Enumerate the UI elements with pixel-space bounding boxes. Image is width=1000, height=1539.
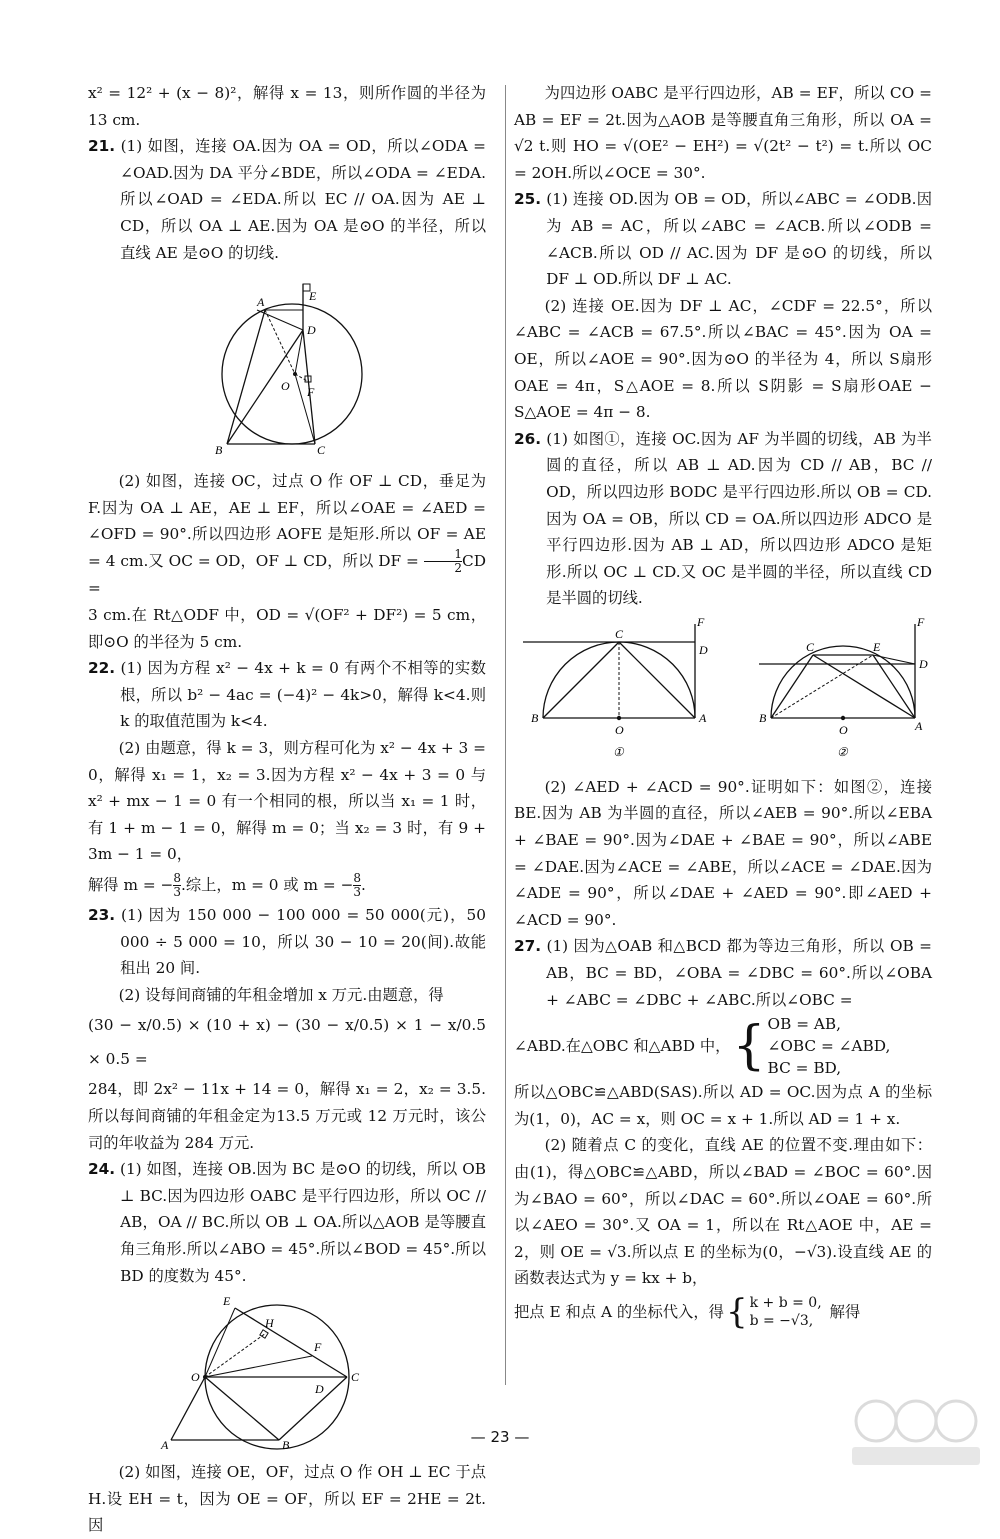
- svg-text:F: F: [917, 614, 925, 629]
- equation-system: OB = AB, ∠OBC = ∠ABD, BC = BD,: [767, 1015, 891, 1078]
- q24-number: 24.: [88, 1160, 116, 1179]
- q24-part1: 24. (1) 如图，连接 OB.因为 BC 是⊙O 的切线，所以 OB ⊥ BC.因为四边形 OABC 是平行四边形，所以 OC // AB，OA // BC.所以 OB ⊥ OA.所以△AOB 是等腰直角三角形.所以∠ABO = 45°.所以∠BOD = 45°.所以 BD 的度数为 45°.: [88, 1160, 486, 1285]
- fig-label: F: [307, 385, 315, 400]
- q21-part2-cont: 3 cm.在 Rt△ODF 中，OD = √(OF² + DF²) = 5 cm，即⊙O 的半径为 5 cm.: [88, 606, 486, 651]
- svg-text:B: B: [759, 710, 767, 725]
- q22-part1: 22. (1) 因为方程 x² − 4x + k = 0 有两个不相等的实数根，所以 b² − 4ac = (−4)² − 4k>0，解得 k<4.则 k 的取值范围为 k<4.: [88, 659, 486, 731]
- svg-text:O: O: [191, 1370, 200, 1385]
- q27-system-row: ∠ABD.在△OBC 和△ABD 中， { OB = AB, ∠OBC = ∠ABD, BC = BD,: [514, 1015, 891, 1078]
- q21-part2: (2) 如图，连接 OC，过点 O 作 OF ⊥ CD，垂足为 F.因为 OA ⊥ AE，AE ⊥ EF，所以∠OAE = ∠AED = ∠OFD = 90°.所以四边形 AOFE 是矩形.所以 OF = AE = 4 cm.又 OC = OD，OF ⊥ CD，所以 DF = $\frac{1}{2}$ CD =: [88, 472, 486, 598]
- q23-part1: 23. (1) 因为 150 000 − 100 000 = 50 000(元)，50 000 ÷ 5 000 = 10，所以 30 − 10 = 20(间).故能租出 20 间.: [88, 905, 486, 978]
- q22-part2: (2) 由题意，得 k = 3，则方程可化为 x² − 4x + 3 = 0，解得 x₁ = 1，x₂ = 3.因为方程 x² − 4x + 3 = 0 与 x² + mx − 1 = 0 有一个相同的根，所以当 x₁ = 1 时，有 1 + m − 1 = 0，解得 m = 0；当 x₂ = 3 时，有 9 + 3m − 1 = 0，: [88, 739, 486, 864]
- svg-text:B: B: [282, 1438, 290, 1453]
- svg-text:O: O: [839, 722, 848, 737]
- svg-text:C: C: [615, 626, 624, 641]
- svg-text:C: C: [806, 639, 815, 654]
- q27-part1: 27. (1) 因为△OAB 和△BCD 都为等边三角形，所以 OB = AB，BC = BD，∠OBA = ∠DBC = 60°.所以∠OBA + ∠ABC = ∠DBC + ∠ABC.所以∠OBC =: [514, 937, 932, 1009]
- svg-text:F: F: [697, 614, 705, 629]
- svg-text:D: D: [699, 642, 708, 657]
- svg-text:D: D: [919, 656, 928, 671]
- left-column: [88, 80, 486, 1539]
- fig-label: O: [281, 379, 290, 394]
- q22-part2-cont: 解得 m = − $\frac{8}{3}$ .综上，m = 0 或 m = − $\frac{8}{3}$ .: [88, 871, 366, 900]
- q27-system2-row: 把点 E 和点 A 的坐标代入，得 { k + b = 0, b = −√3, 解得: [514, 1291, 861, 1332]
- q24-part2: (2) 如图，连接 OE，OF，过点 O 作 OH ⊥ EC 于点 H.设 EH = t，因为 OE = OF，所以 EF = 2HE = 2t.因: [88, 1463, 486, 1535]
- q26-diagrams: [523, 614, 928, 768]
- equation-system-2: k + b = 0, b = −√3,: [749, 1294, 822, 1329]
- q25-part2: (2) 连接 OE.因为 DF ⊥ AC，∠CDF = 22.5°，所以∠ABC = ∠ACB = 67.5°.所以∠BAC = 45°.因为 OA = OE，所以∠AOE = 90°.因为⊙O 的半径为 4，所以 S扇形OAE = 4π，S△AOE = 8.所以 S阴影 = S扇形OAE − S△AOE = 4π − 8.: [514, 296, 932, 422]
- svg-text:B: B: [531, 710, 539, 725]
- q24-tail: 为四边形 OABC 是平行四边形，AB = EF，所以 CO = AB = EF = 2t.因为△AOB 是等腰直角三角形，所以 OA = √2 t.则 HO = √(OE² − EH²) = √(2t² − t²) = t.所以 OC = 2OH.所以∠OCE = 30°.: [514, 84, 932, 182]
- q26-number: 26.: [514, 429, 542, 448]
- page-number: — 23 —: [470, 1428, 530, 1446]
- q27-number: 27.: [514, 937, 542, 956]
- svg-text:O: O: [615, 722, 624, 737]
- svg-text:E: E: [873, 639, 881, 654]
- q23-equation: (30 − x/0.5) × (10 + x) − (30 − x/0.5) × 1 − x/0.5 × 0.5 =: [88, 1016, 486, 1069]
- right-column: [514, 80, 932, 1332]
- q26-figures: [514, 614, 932, 768]
- q21-diagram: [157, 272, 417, 462]
- q25-part1: 25. (1) 连接 OD.因为 OB = OD，所以∠ABC = ∠ODB.因为 AB = AC，所以∠ABC = ∠ACB.所以∠ODB = ∠ACB.所以 OD // AC.因为 DF 是⊙O 的切线，所以 DF ⊥ OD.所以 DF ⊥ AC.: [514, 190, 932, 289]
- fig-label: C: [317, 443, 326, 458]
- svg-text:A: A: [915, 718, 923, 733]
- q22-number: 22.: [88, 659, 116, 678]
- svg-text:A: A: [161, 1438, 169, 1453]
- svg-text:D: D: [315, 1382, 324, 1397]
- q20-tail: x² = 12² + (x − 8)²，解得 x = 13，则所作圆的半径为 13 cm.: [88, 84, 486, 129]
- watermark-logo: [846, 1395, 986, 1471]
- q21-part1: 21. (1) 如图，连接 OA.因为 OA = OD，所以∠ODA = ∠OAD.因为 DA 平分∠BDE，所以∠ODA = ∠EDA.所以∠OAD = ∠EDA.所以 EC // OA.因为 AE ⊥ CD，所以 OA ⊥ AE.因为 OA 是⊙O 的半径，所以直线 AE 是⊙O 的切线.: [88, 137, 486, 262]
- svg-text:①: ①: [613, 744, 624, 759]
- q26-part2: (2) ∠AED + ∠ACD = 90°.证明如下：如图②，连接 BE.因为 AB 为半圆的直径，所以∠AEB = 90°.所以∠EBA + ∠BAE = 90°.因为∠DAE + ∠BAE = 90°，所以∠ABE = ∠DAE.因为∠ACE = ∠ABE，所以∠ACE = ∠DAE.因为∠ADE = 90°，所以∠DAE + ∠AED = 90°.即∠AED + ∠ACD = 90°.: [514, 777, 932, 929]
- svg-text:②: ②: [837, 744, 848, 759]
- q25-number: 25.: [514, 190, 542, 209]
- brace: {: [732, 1016, 766, 1077]
- q27-part2: (2) 随着点 C 的变化，直线 AE 的位置不变.理由如下：由(1)，得△OBC≌△ABD，所以∠BAD = ∠BOC = 60°.因为∠BAO = 60°，所以∠DAC = 60°.所以∠OAE = 60°.所以∠AEO = 30°.又 OA = 1，所以在 Rt△AOE 中，AE = 2，则 OE = √3.所以点 E 的坐标为(0，−√3).设直线 AE 的函数表达式为 y = kx + b，: [514, 1136, 932, 1288]
- q23-number: 23.: [88, 905, 116, 924]
- q21-number: 21.: [88, 137, 116, 156]
- svg-text:E: E: [223, 1294, 231, 1309]
- q23-part2-cont: 284，即 2x² − 11x + 14 = 0，解得 x₁ = 2，x₂ = 3.5.所以每间商铺的年租金定为13.5 万元或 12 万元时，该公司的年收益为 284 万元.: [88, 1080, 486, 1152]
- q27-part1-cont: 所以△OBC≌△ABD(SAS).所以 AD = OC.因为点 A 的坐标为(1，0)，AC = x，则 OC = x + 1.所以 AD = 1 + x.: [514, 1083, 932, 1128]
- q26-part1: 26. (1) 如图①，连接 OC.因为 AF 为半圆的切线，AB 为半圆的直径，所以 AB ⊥ AD.因为 CD // AB，BC // OD，所以四边形 BODC 是平行四边形.所以 OB = CD.因为 OA = OB，所以 CD = OA.所以四边形 ADCO 是平行四边形.因为 AB ⊥ AD，所以四边形 ADCO 是矩形.所以 OC ⊥ CD.又 OC 是半圆的半径，所以直线 CD 是半圆的切线.: [514, 429, 932, 608]
- svg-text:C: C: [351, 1370, 360, 1385]
- fraction: $\frac{1}{2}$: [424, 548, 462, 575]
- q21-figure: [88, 272, 486, 462]
- brace: {: [725, 1291, 748, 1332]
- fig-label: E: [309, 289, 317, 304]
- q23-part2: (2) 设每间商铺的年租金增加 x 万元.由题意，得: [118, 985, 444, 1004]
- fig-label: A: [257, 295, 265, 310]
- svg-text:H: H: [265, 1316, 274, 1331]
- svg-text:F: F: [314, 1340, 322, 1355]
- fig-label: D: [307, 323, 316, 338]
- svg-text:A: A: [699, 710, 707, 725]
- column-divider: [505, 85, 506, 1385]
- fig-label: B: [215, 443, 223, 458]
